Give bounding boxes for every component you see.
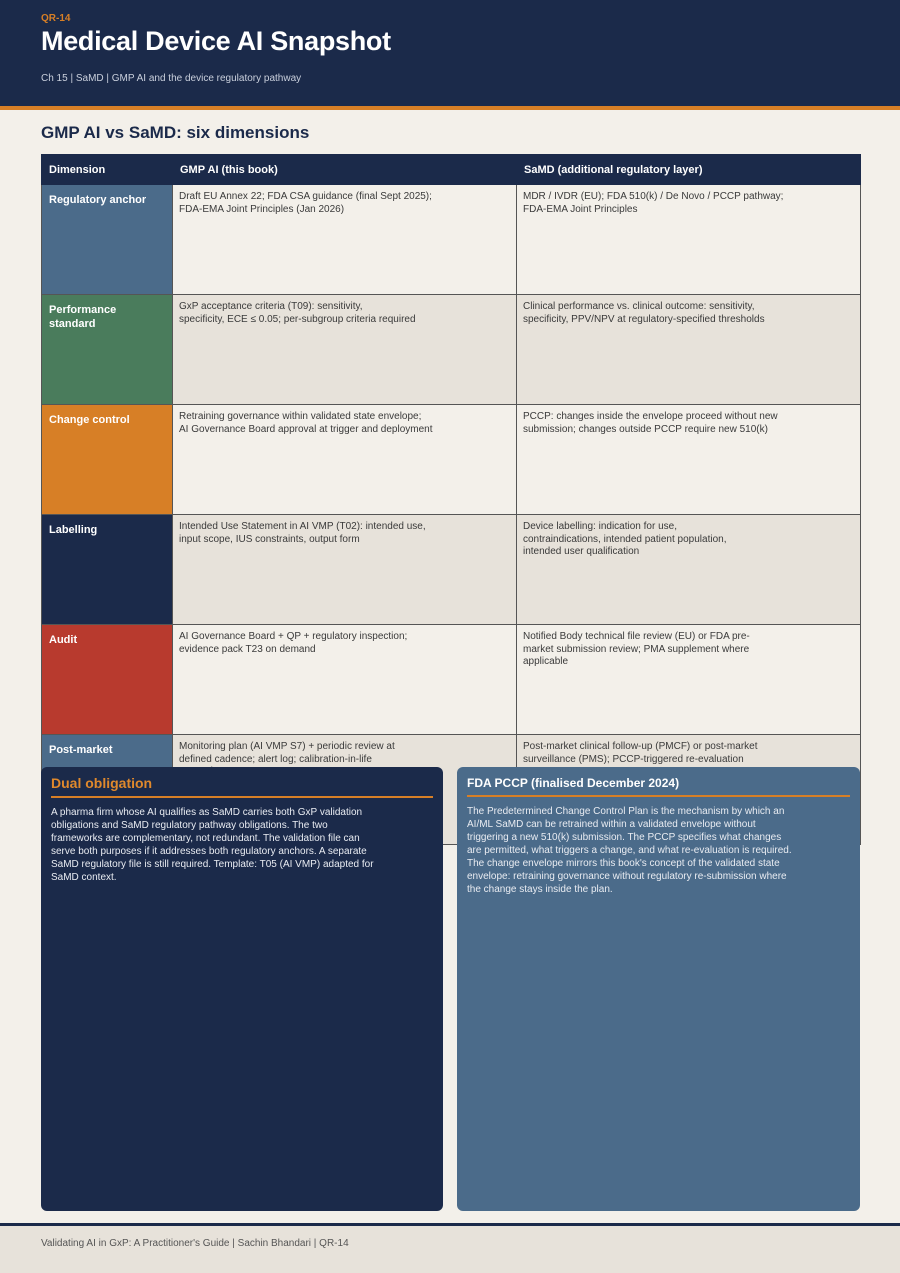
comparison-table xyxy=(41,154,861,845)
column-header-dimension: Dimension xyxy=(42,155,173,185)
gmp-ai-cell: Monitoring plan (AI VMP S7) + periodic review at defined cadence; alert log; calibration-in-life xyxy=(173,735,517,845)
gmp-ai-cell: GxP acceptance criteria (T09): sensitivity, specificity, ECE ≤ 0.05; per-subgroup criteria required xyxy=(173,295,517,405)
page-title: Medical Device AI Snapshot xyxy=(41,26,391,56)
dimension-cell: Labelling xyxy=(42,515,173,625)
dual-obligation-card xyxy=(41,767,443,1211)
dual-obligation-title: Dual obligation xyxy=(51,775,433,798)
footer-text: Validating AI in GxP: A Practitioner's Guide | Sachin Bhandari | QR-14 xyxy=(41,1238,349,1249)
samd-cell: Clinical performance vs. clinical outcome: sensitivity, specificity, PPV/NPV at regulatory-specified thresholds xyxy=(517,295,861,405)
samd-cell: Post-market clinical follow-up (PMCF) or post-market surveillance (PMS); PCCP-triggered re-evaluation xyxy=(517,735,861,845)
column-header-gmp-ai: GMP AI (this book) xyxy=(173,155,517,185)
dimension-cell: Performance standard xyxy=(42,295,173,405)
dimension-cell: Change control xyxy=(42,405,173,515)
gmp-ai-cell: Intended Use Statement in AI VMP (T02): intended use, input scope, IUS constraints, output form xyxy=(173,515,517,625)
gmp-ai-cell: AI Governance Board + QP + regulatory inspection; evidence pack T23 on demand xyxy=(173,625,517,735)
page-footer xyxy=(0,1226,900,1273)
fda-pccp-title: FDA PCCP (finalised December 2024) xyxy=(467,775,850,797)
table-row xyxy=(42,295,861,405)
section-title: GMP AI vs SaMD: six dimensions xyxy=(41,123,310,142)
fda-pccp-body: The Predetermined Change Control Plan is the mechanism by which an AI/ML SaMD can be retrained within a validated envelope without triggering a new 510(k) submission. The PCCP specifies what changes are permitted, what triggers a change, and what re-evaluation is required. The change envelope mirrors this book's concept of the validated state envelope: retraining governance without regulatory re-submission where the change stays inside the plan. xyxy=(467,806,792,895)
samd-cell: Notified Body technical file review (EU) or FDA pre- market submission review; PMA supplement where applicable xyxy=(517,625,861,735)
samd-cell: PCCP: changes inside the envelope proceed without new submission; changes outside PCCP require new 510(k) xyxy=(517,405,861,515)
samd-cell: Device labelling: indication for use, contraindications, intended patient population, intended user qualification xyxy=(517,515,861,625)
page-header xyxy=(0,0,900,110)
page-subtitle: Ch 15 | SaMD | GMP AI and the device regulatory pathway xyxy=(41,73,302,84)
fda-pccp-card xyxy=(457,767,860,1211)
dimension-cell: Audit xyxy=(42,625,173,735)
table-row xyxy=(42,185,861,295)
table-row xyxy=(42,405,861,515)
dimension-cell: Regulatory anchor xyxy=(42,185,173,295)
table-row xyxy=(42,515,861,625)
dimension-cell: Post-market xyxy=(42,735,173,845)
table-header-row xyxy=(42,155,861,185)
samd-cell: MDR / IVDR (EU); FDA 510(k) / De Novo / PCCP pathway; FDA-EMA Joint Principles xyxy=(517,185,861,295)
gmp-ai-cell: Retraining governance within validated state envelope; AI Governance Board approval at trigger and deployment xyxy=(173,405,517,515)
dual-obligation-body: A pharma firm whose AI qualifies as SaMD carries both GxP validation obligations and SaMD regulatory pathway obligations. The two frameworks are complementary, not redundant. The validation file can serve both purposes if it addresses both regulatory anchors. A separate SaMD regulatory file is still required. Template: T05 (AI VMP) adapted for SaMD context. xyxy=(51,807,374,883)
column-header-samd: SaMD (additional regulatory layer) xyxy=(517,155,861,185)
gmp-ai-cell: Draft EU Annex 22; FDA CSA guidance (final Sept 2025); FDA-EMA Joint Principles (Jan 2026) xyxy=(173,185,517,295)
table-row xyxy=(42,625,861,735)
reference-code: QR-14 xyxy=(41,13,71,24)
